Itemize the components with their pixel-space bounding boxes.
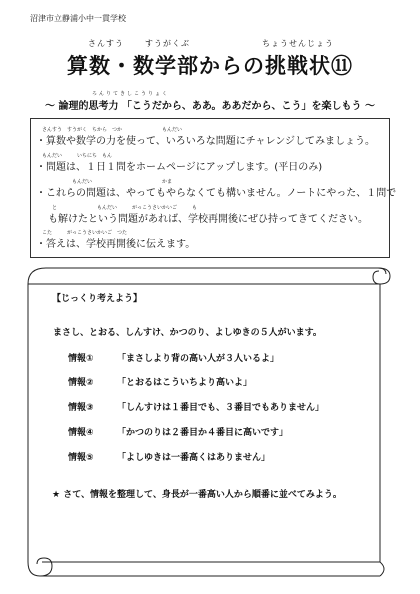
info-label-3: 情報③: [68, 403, 94, 413]
info-text-4: 「かつのりは２番目か４番目に高いです」: [117, 428, 289, 438]
rule-1: ・算数や数学の力を使って、いろいろな問題にチャレンジしてみましょう。: [36, 136, 375, 147]
rule-ruby-3: もんだい かま: [72, 179, 173, 185]
info-text-5: 「よしゆきは一番高くはありません」: [117, 453, 271, 463]
rule-ruby-5: こた がっこうさいかいご つた: [42, 230, 128, 236]
title-ruby-chousenjou: ちょうせんじょう: [262, 39, 334, 48]
title-ruby-sugakubu: すうがくぶ: [145, 39, 190, 48]
rule-ruby-4: と もんだい がっこうさいかいご も: [52, 205, 198, 211]
subtitle-ruby: ろんりてきしこうりょく: [92, 91, 170, 97]
task-text: ★ さて、情報を整理して、身長が一番高い人から順番に並べてみよう。: [52, 490, 342, 500]
info-label-4: 情報④: [68, 428, 94, 438]
rule-2: ・問題は、１日１問をホームページにアップします。(平日のみ): [36, 162, 323, 173]
subtitle: ～ 論理的思考力 「こうだから、ああ。ああだから、こう」を楽しもう ～: [44, 101, 376, 112]
intro-text: まさし、とおる、しんすけ、かつのり、よしゆきの５人がいます。: [53, 328, 322, 338]
page-title: 算数・数学部からの挑戦状⑪: [67, 53, 353, 78]
rule-3-continued: も解けたという問題があれば、学校再開後にぜひ持ってきてください。: [48, 214, 368, 225]
rule-4: ・答えは、学校再開後に伝えます。: [36, 239, 196, 250]
rule-3: ・これらの問題は、やってもやらなくても構いません。ノートにやった、１問で: [36, 188, 397, 199]
info-label-2: 情報②: [68, 378, 94, 388]
school-name: 沼津市立静浦小中一貫学校: [30, 14, 126, 23]
info-label-5: 情報⑤: [68, 453, 94, 463]
info-label-1: 情報①: [68, 354, 94, 364]
info-text-2: 「とおるはこういちより高いよ」: [117, 378, 253, 388]
info-text-1: 「まさしより背の高い人が３人いるよ」: [117, 354, 280, 364]
section-label: 【じっくり考えよう】: [52, 294, 143, 304]
info-text-3: 「しんすけは１番目でも、３番目でもありません」: [117, 403, 325, 413]
title-ruby-sansu: さんすう: [88, 39, 124, 48]
rule-ruby-1: さんすう すうがく ちから つか もんだい: [42, 127, 183, 133]
rule-ruby-2: もんだい いちにち もん: [42, 153, 113, 159]
